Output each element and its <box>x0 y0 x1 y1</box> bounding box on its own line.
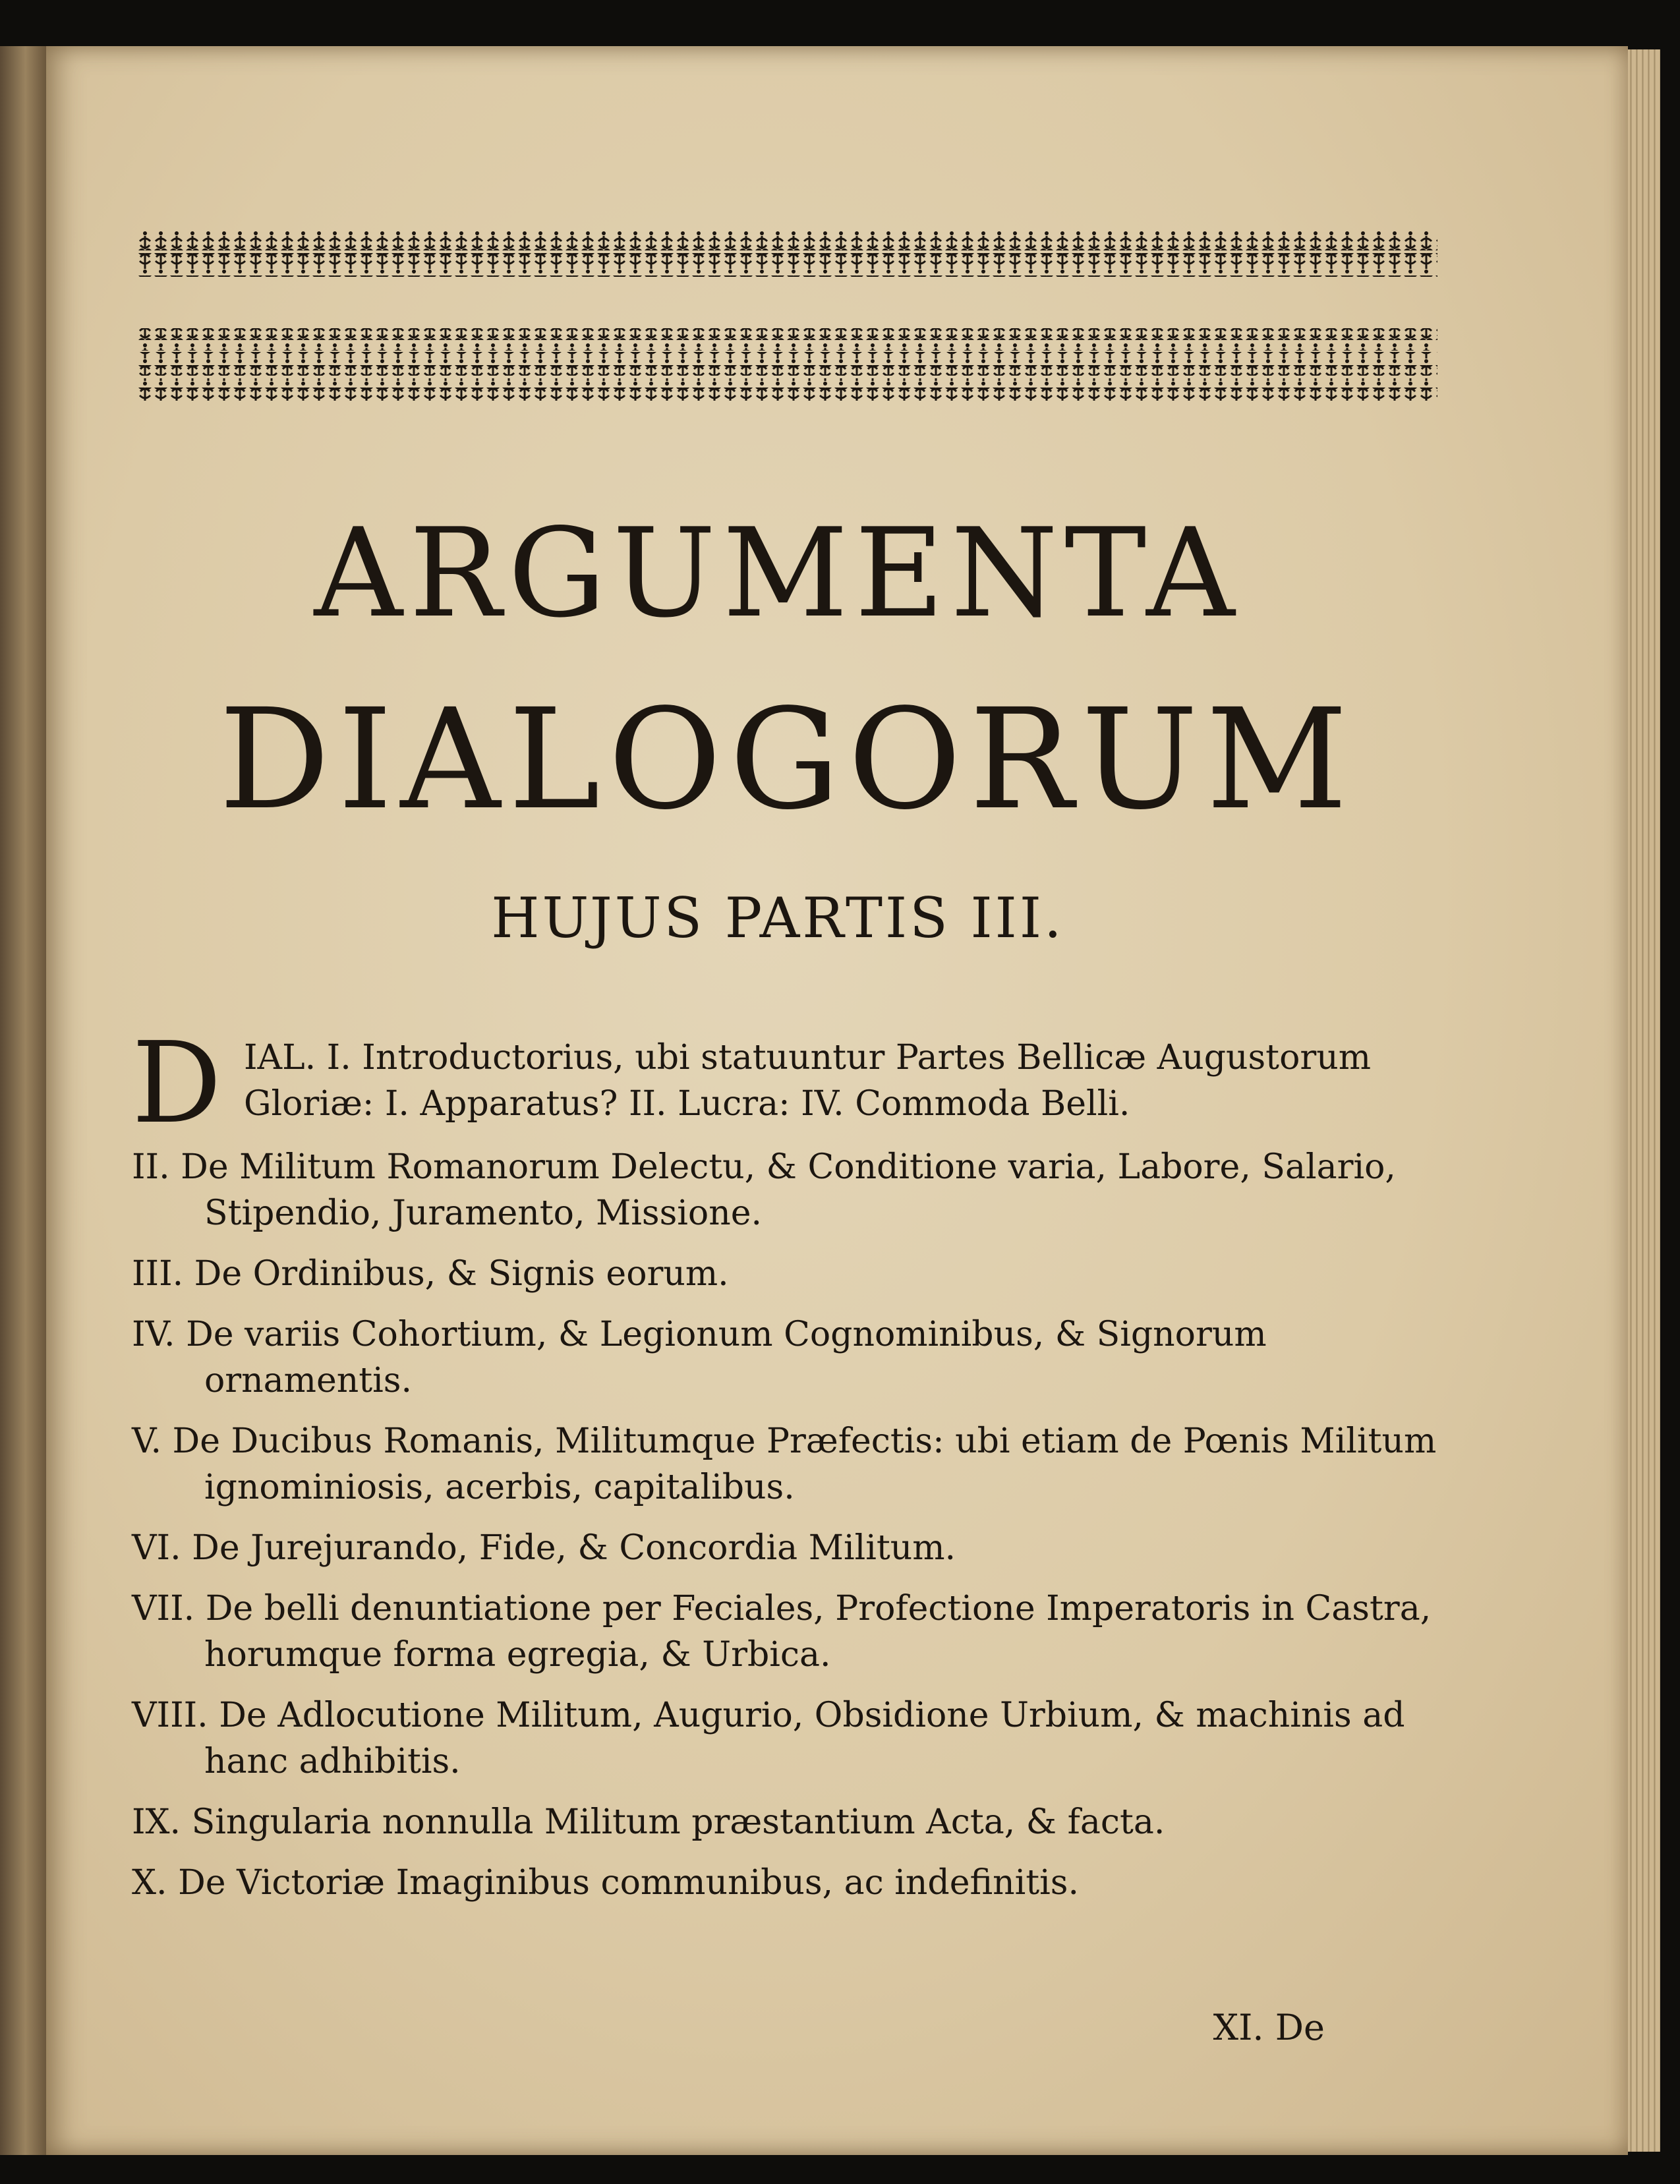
entry-text: IAL. I. Introductorius, ubi statuuntur Partes Bellicæ Augustorum Gloriæ: I. Apparatus? II. Lucra: IV. Commoda Belli. <box>244 1038 1372 1124</box>
facing-page-edge <box>0 46 46 2155</box>
list-item: VII. De belli denuntiatione per Feciales, Profectione Imperatoris in Castra, horumque forma egregia, & Urbica. <box>132 1589 1432 1675</box>
contents-list <box>132 1018 1440 1920</box>
list-item <box>132 1018 1440 1149</box>
fleuron-border-ornament-icon <box>137 229 1437 427</box>
list-item: II. De Militum Romanorum Delectu, & Conditione varia, Labore, Salario, Stipendio, Juramento, Missione. <box>132 1147 1396 1233</box>
subtitle: HUJUS PARTIS III. <box>491 886 1064 950</box>
drop-cap: D <box>132 1018 222 1149</box>
title-line-1: ARGUMENTA <box>314 502 1242 645</box>
list-item: X. De Victoriæ Imaginibus communibus, ac indefinitis. <box>132 1863 1080 1903</box>
list-item: IV. De variis Cohortium, & Legionum Cognominibus, & Signorum ornamentis. <box>132 1315 1267 1400</box>
list-item: VI. De Jurejurando, Fide, & Concordia Militum. <box>132 1528 956 1568</box>
title-line-2: DIALOGORUM <box>219 679 1356 840</box>
book-page <box>46 46 1628 2155</box>
list-item: III. De Ordinibus, & Signis eorum. <box>132 1254 729 1294</box>
list-item: VIII. De Adlocutione Militum, Augurio, Obsidione Urbium, & machinis ad hanc adhibitis. <box>132 1696 1405 1781</box>
catchword: XI. De <box>1213 2007 1325 2048</box>
list-item: IX. Singularia nonnulla Militum præstantium Acta, & facta. <box>132 1802 1165 1842</box>
list-item: V. De Ducibus Romanis, Militumque Præfectis: ubi etiam de Pœnis Militum ignominiosis, acerbis, capitalibus. <box>132 1422 1437 1507</box>
